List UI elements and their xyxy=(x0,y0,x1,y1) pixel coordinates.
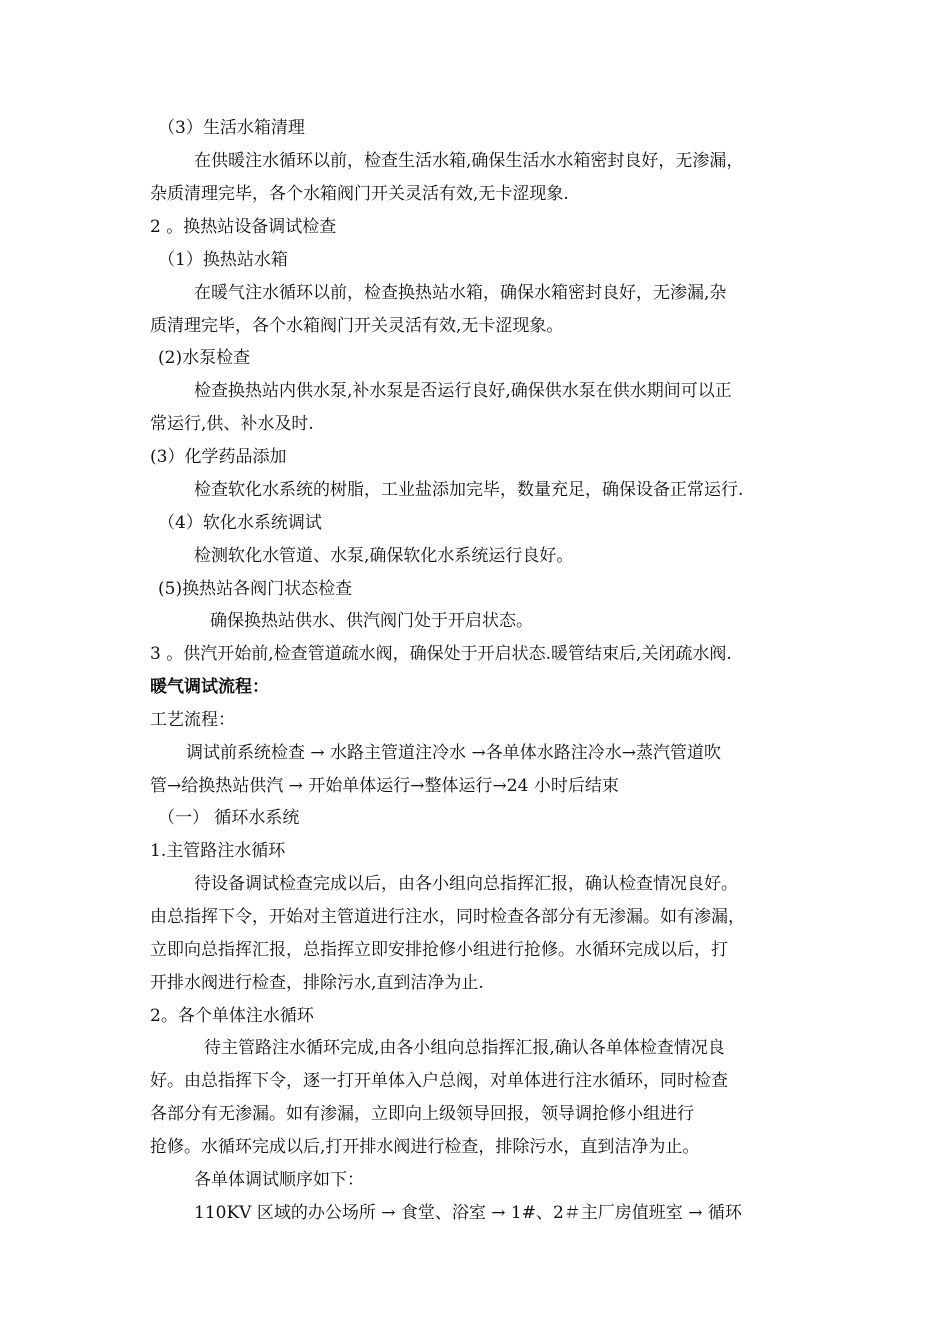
paragraph-line: 检查换热站内供水泵,补水泵是否运行良好,确保供水泵在供水期间可以正 xyxy=(194,381,732,401)
paragraph-line: 在暖气注水循环以前，检查换热站水箱，确保水箱密封良好，无渗漏,杂 xyxy=(194,283,727,303)
paragraph-line: 开排水阀进行检查，排除污水,直到洁净为止. xyxy=(150,973,484,993)
process-flow-line: 管→给换热站供汽 → 开始单体运行→整体运行→24 小时后结束 xyxy=(150,776,619,796)
section-heading-steam-supply: 3 。供汽开始前,检查管道疏水阀，确保处于开启状态.暖管结束后,关闭疏水阀. xyxy=(150,644,732,664)
section-heading-unit-circulation: 2。各个单体注水循环 xyxy=(150,1006,314,1026)
paragraph-line: 检测软化水管道、水泵,确保软化水系统运行良好。 xyxy=(194,546,574,566)
subheading-valve-status-check: (5)换热站各阀门状态检查 xyxy=(158,579,353,599)
subheading-chemical-addition: (3）化学药品添加 xyxy=(150,447,287,467)
paragraph-line: 抢修。水循环完成以后,打开排水阀进行检查，排除污水，直到洁净为止。 xyxy=(150,1137,700,1157)
paragraph-line: 由总指挥下令，开始对主管道进行注水，同时检查各部分有无渗漏。如有渗漏， xyxy=(150,907,745,927)
paragraph-line: 各单体调试顺序如下： xyxy=(194,1170,364,1190)
paragraph-line: 确保换热站供水、供汽阀门处于开启状态。 xyxy=(210,611,533,631)
paragraph-line: 杂质清理完毕，各个水箱阀门开关灵活有效,无卡涩现象. xyxy=(150,184,569,204)
paragraph-line: 各部分有无渗漏。如有渗漏，立即向上级领导回报，领导调抢修小组进行 xyxy=(150,1104,694,1124)
paragraph-line: 常运行,供、补水及时. xyxy=(150,414,314,434)
paragraph-line: 待主管路注水循环完成,由各小组向总指挥汇报,确认各单体检查情况良 xyxy=(204,1038,725,1058)
label-process-flow: 工艺流程： xyxy=(150,710,235,730)
subheading-circulating-water-system: （一） 循环水系统 xyxy=(158,808,300,828)
paragraph-line: 好。由总指挥下令，逐一打开单体入户总阀，对单体进行注水循环，同时检查 xyxy=(150,1071,728,1091)
section-heading-main-pipe-circulation: 1.主管路注水循环 xyxy=(150,841,286,861)
paragraph-line: 110KV 区域的办公场所 → 食堂、浴室 → 1#、2＃主厂房值班室 → 循环 xyxy=(194,1203,742,1223)
paragraph-line: 质清理完毕，各个水箱阀门开关灵活有效,无卡涩现象。 xyxy=(150,316,564,336)
subheading-domestic-tank-cleaning: （3）生活水箱清理 xyxy=(158,118,305,138)
process-flow-line: 调试前系统检查 → 水路主管道注冷水 →各单体水路注冷水→蒸汽管道吹 xyxy=(186,743,721,763)
subheading-softened-water-debug: （4）软化水系统调试 xyxy=(158,513,322,533)
paragraph-line: 在供暖注水循环以前，检查生活水箱,确保生活水水箱密封良好，无渗漏， xyxy=(194,151,744,171)
paragraph-line: 立即向总指挥汇报，总指挥立即安排抢修小组进行抢修。水循环完成以后，打 xyxy=(150,940,728,960)
heading-heating-debug-process: 暖气调试流程： xyxy=(150,677,269,697)
subheading-pump-check: (2)水泵检查 xyxy=(158,348,251,368)
paragraph-line: 待设备调试检查完成以后，由各小组向总指挥汇报，确认检查情况良好。 xyxy=(194,874,738,894)
paragraph-line: 检查软化水系统的树脂，工业盐添加完毕，数量充足，确保设备正常运行. xyxy=(194,480,744,500)
section-heading-exchange-station-check: 2 。换热站设备调试检查 xyxy=(150,217,337,237)
subheading-exchange-station-tank: （1）换热站水箱 xyxy=(158,250,288,270)
